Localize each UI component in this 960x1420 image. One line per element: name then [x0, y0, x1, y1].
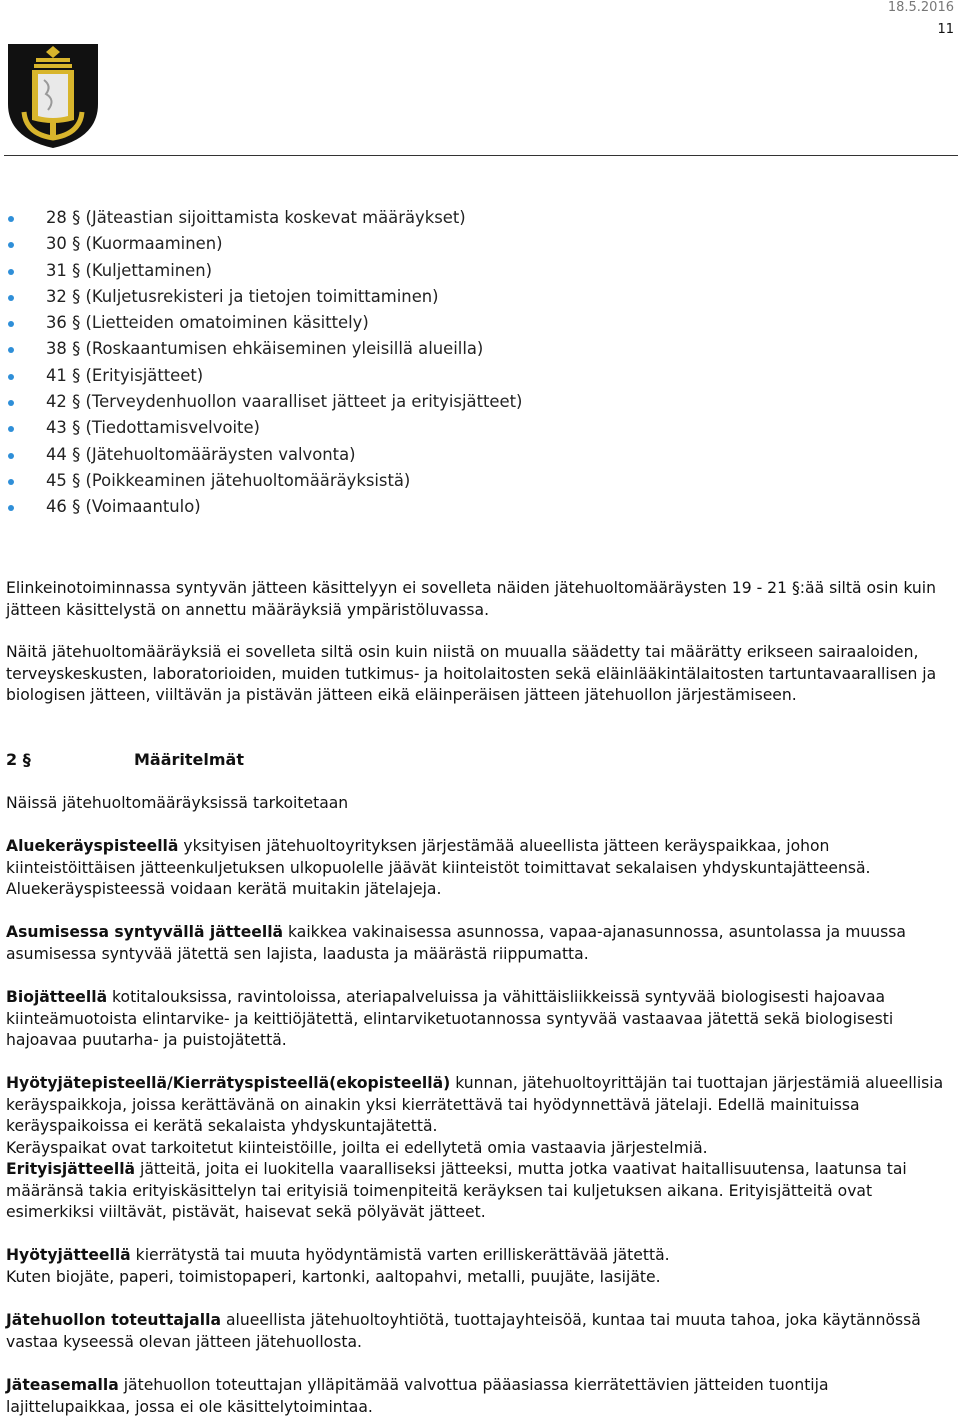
list-item: 46 § (Voimaantulo)	[0, 494, 522, 520]
bullet-icon	[8, 216, 14, 222]
header-rule	[4, 155, 958, 156]
definition-text: yksityisen jätehuoltoyrityksen järjestämää alueellista jätteen keräyspaikkaa, johon kiinteistöittäisen jätteenkuljetuksen ulkopuolelle jäävät kiinteistöt toimittavat sekalaisen yhdyskuntajätteensä. Aluekeräyspisteessä voidaan kerätä muitakin jätelajeja.	[6, 837, 871, 898]
definition-hyotyjatepiste	[6, 1073, 950, 1159]
bullet-icon	[8, 295, 14, 301]
definition-term: Hyötyjätteellä	[6, 1246, 131, 1264]
bullet-icon	[8, 242, 14, 248]
definition-term: Jätehuollon toteuttajalla	[6, 1311, 222, 1329]
definition-text: alueellista jätehuoltoyhtiötä, tuottajayhteisöä, kuntaa tai muuta tahoa, joka käytännössä vastaa kyseessä olevan jätteen jätehuollosta.	[6, 1311, 921, 1351]
list-item: 43 § (Tiedottamisvelvoite)	[0, 415, 522, 441]
bullet-icon	[8, 400, 14, 406]
list-item: 31 § (Kuljettaminen)	[0, 258, 522, 284]
list-item: 28 § (Jäteastian sijoittamista koskevat määräykset)	[0, 205, 522, 231]
definition-term: Biojätteellä	[6, 988, 108, 1006]
definition-text: jätteitä, joita ei luokitella vaaralliseksi jätteeksi, mutta jotka vaativat haitallisuutensa, laatunsa tai määränsä takia erityiskäsittelyn tai erityisiä toimenpiteitä keräyksen tai kuljetuksen aikana. Erityisjätteitä ovat esimerkiksi viiltävät, pistävät, haisevat sekä pölyävät jätteet.	[6, 1160, 907, 1221]
definition-note: Keräyspaikat ovat tarkoitetut kiinteistöille, joilta ei edellytetä omia vastaavia järjestelmiä.	[6, 1138, 708, 1157]
document-date: 18.5.2016	[887, 0, 954, 15]
definition-note: Kuten biojäte, paperi, toimistopaperi, kartonki, aaltopahvi, metalli, puujäte, lasijäte.	[6, 1267, 661, 1286]
definition-text: kotitalouksissa, ravintoloissa, ateriapalveluissa ja vähittäisliikkeissä syntyvää biologisesti hajoavaa kiinteämuotoista elintarvike- ja keittiöjätettä, elintarviketuotannossa syntyvää vastaavaa jätettä sekä biologisesti hajoavaa puutarha- ja puistojätettä.	[6, 988, 894, 1049]
list-item: 30 § (Kuormaaminen)	[0, 231, 522, 257]
definition-erityisjate	[6, 1159, 950, 1224]
definition-hyotyjate	[6, 1245, 950, 1288]
definition-aluekerayspiste	[6, 836, 950, 901]
bullet-icon	[8, 374, 14, 380]
list-item: 36 § (Lietteiden omatoiminen käsittely)	[0, 310, 522, 336]
definition-term: Erityisjätteellä	[6, 1160, 136, 1178]
definition-term: Aluekeräyspisteellä	[6, 837, 179, 855]
definition-biojate	[6, 987, 950, 1052]
definition-jatehuollon-toteuttaja	[6, 1310, 950, 1353]
list-item: 41 § (Erityisjätteet)	[0, 363, 522, 389]
list-item: 45 § (Poikkeaminen jätehuoltomääräyksistä)	[0, 468, 522, 494]
definition-jateasema	[6, 1375, 950, 1418]
definition-text: kunnan, jätehuoltoyrittäjän tai tuottajan järjestämiä alueellisia keräyspaikkoja, joissa kerättävänä on ainakin yksi kierrätettävä tai hyödynnettävä jätelaji. Edellä mainituissa keräyspaikoissa ei kerätä sekalaista yhdyskuntajätettä.	[6, 1074, 944, 1135]
bullet-icon	[8, 269, 14, 275]
list-item: 42 § (Terveydenhuollon vaaralliset jätteet ja erityisjätteet)	[0, 389, 522, 415]
definition-asumisessa	[6, 922, 950, 965]
list-item: 32 § (Kuljetusrekisteri ja tietojen toimittaminen)	[0, 284, 522, 310]
section-number: 2 §	[6, 750, 31, 769]
definition-text: jätehuollon toteuttajan ylläpitämää valvottua pääasiassa kierrätettävien jätteiden tuontija lajittelupaikkaa, jossa ei ole käsittelytoimintaa.	[6, 1376, 829, 1416]
bullet-icon	[8, 426, 14, 432]
definition-term: Jäteasemalla	[6, 1376, 119, 1394]
page-number: 11	[937, 22, 954, 37]
bullet-icon	[8, 505, 14, 511]
definitions-intro: Näissä jätehuoltomääräyksissä tarkoitetaan	[6, 794, 349, 812]
section-heading	[6, 748, 244, 772]
section-list	[0, 205, 522, 521]
bullet-icon	[8, 321, 14, 327]
definition-text: kaikkea vakinaisessa asunnossa, vapaa-ajanasunnossa, asuntolassa ja muussa asumisessa syntyvää jätettä sen lajista, laadusta ja määrästä riippumatta.	[6, 923, 906, 963]
paragraph-exemption-business: Elinkeinotoiminnassa syntyvän jätteen käsittelyyn ei sovelleta näiden jätehuoltomääräysten 19 - 21 §:ää siltä osin kuin jätteen käsittelystä on annettu määräyksiä ympäristöluvassa.	[6, 579, 937, 619]
definition-text: kierrätystä tai muuta hyödyntämistä varten erilliskerättävää jätettä.	[130, 1246, 670, 1264]
coat-of-arms-icon	[6, 42, 100, 150]
bullet-icon	[8, 347, 14, 353]
list-item: 38 § (Roskaantumisen ehkäiseminen yleisillä alueilla)	[0, 336, 522, 362]
section-title: Määritelmät	[134, 750, 244, 769]
paragraph-exemption-healthcare: Näitä jätehuoltomääräyksiä ei sovelleta siltä osin kuin niistä on muualla säädetty tai määrätty erikseen sairaaloiden, terveyskeskusten, laboratorioiden, muiden tutkimus- ja hoitolaitosten sekä eläinlääkintälaitosten tartuntavaarallisen ja biologisen jätteen, viiltävän ja pistävän jätteen eikä eläinperäisen jätteen jätehuollon järjestämiseen.	[6, 643, 937, 704]
list-item: 44 § (Jätehuoltomääräysten valvonta)	[0, 442, 522, 468]
definition-term: Asumisessa syntyvällä jätteellä	[6, 923, 284, 941]
definition-term: Hyötyjätepisteellä/Kierrätyspisteellä(ekopisteellä)	[6, 1074, 451, 1092]
bullet-icon	[8, 479, 14, 485]
bullet-icon	[8, 453, 14, 459]
